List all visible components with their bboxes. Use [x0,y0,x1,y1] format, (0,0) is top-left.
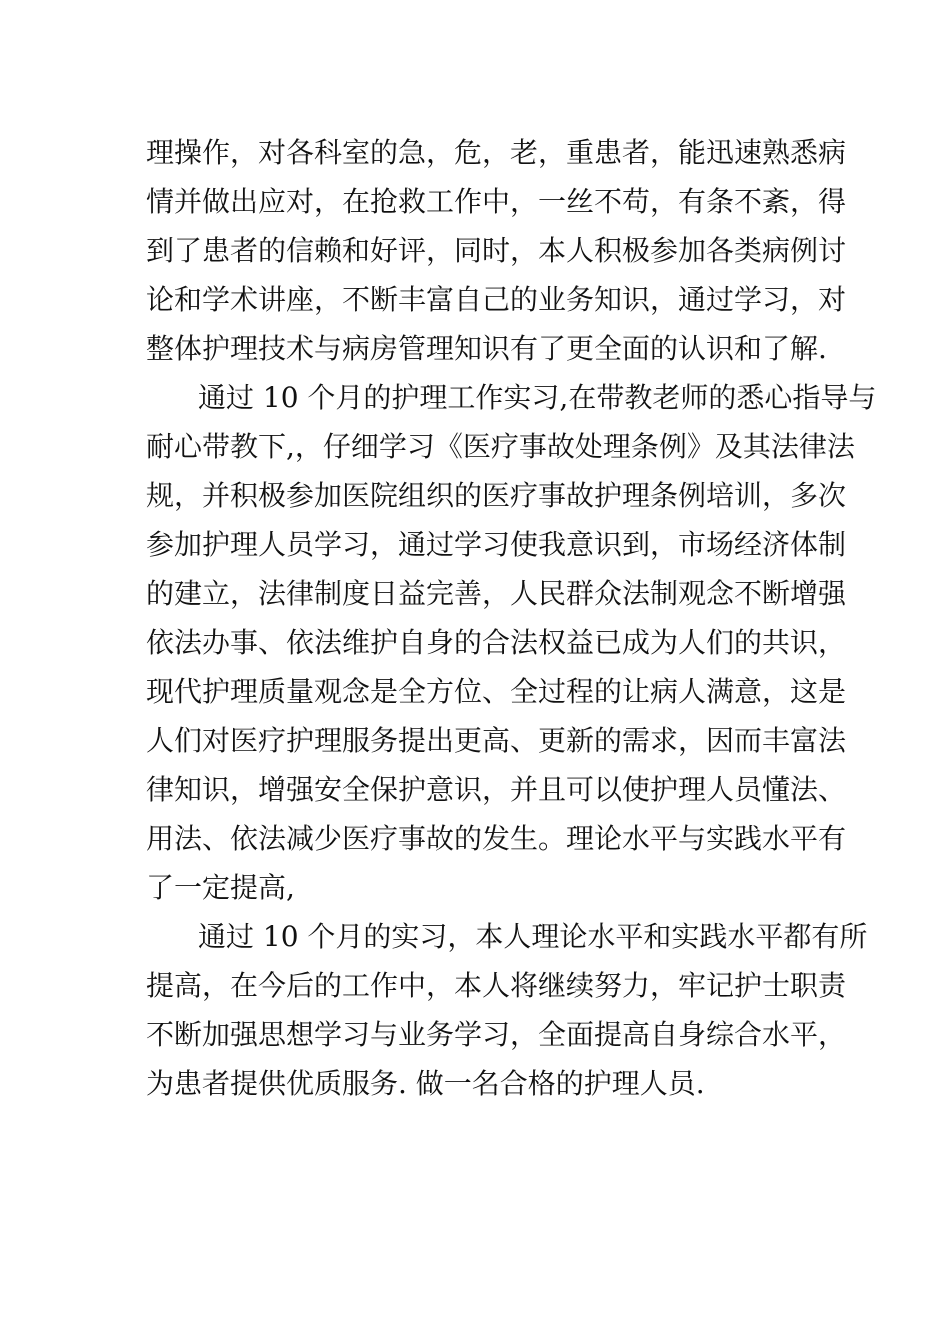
paragraph-1-line-2: 情并做出应对，在抢救工作中，一丝不苟，有条不紊，得 [146,185,847,218]
paragraph-3 [146,912,868,1108]
paragraph-2-line-2: 耐心带教下,，仔细学习《医疗事故处理条例》及其法律法 [146,430,855,463]
document-body [146,128,877,1108]
paragraph-2-line-5: 的建立，法律制度日益完善，人民群众法制观念不断增强 [146,577,847,610]
paragraph-2 [146,373,877,912]
paragraph-2-line-6: 依法办事、依法维护自身的合法权益已成为人们的共识， [146,626,847,659]
paragraph-2-line-7: 现代护理质量观念是全方位、全过程的让病人满意，这是 [146,675,847,708]
paragraph-1-line-4: 论和学术讲座，不断丰富自己的业务知识，通过学习，对 [146,283,847,316]
paragraph-1 [146,128,847,373]
paragraph-2-line-4: 参加护理人员学习，通过学习使我意识到，市场经济体制 [146,528,847,561]
paragraph-3-line-2: 提高，在今后的工作中，本人将继续努力，牢记护士职责 [146,969,847,1002]
paragraph-2-line-9: 律知识，增强安全保护意识，并且可以使护理人员懂法、 [146,773,847,806]
paragraph-3-line-3: 不断加强思想学习与业务学习，全面提高自身综合水平， [146,1018,847,1051]
paragraph-2-line-1: 通过 10 个月的护理工作实习,在带教老师的悉心指导与 [198,381,877,414]
paragraph-2-line-3: 规，并积极参加医院组织的医疗事故护理条例培训，多次 [146,479,847,512]
paragraph-3-line-4: 为患者提供优质服务. 做一名合格的护理人员. [146,1067,705,1100]
paragraph-2-line-8: 人们对医疗护理服务提出更高、更新的需求，因而丰富法 [146,724,847,757]
paragraph-1-line-5: 整体护理技术与病房管理知识有了更全面的认识和了解. [146,332,827,365]
paragraph-1-line-3: 到了患者的信赖和好评，同时，本人积极参加各类病例讨 [146,234,847,267]
paragraph-2-line-11: 了一定提高, [146,871,295,904]
paragraph-3-line-1: 通过 10 个月的实习，本人理论水平和实践水平都有所 [198,920,868,953]
paragraph-1-line-1: 理操作，对各科室的急，危，老，重患者，能迅速熟悉病 [146,136,847,169]
paragraph-2-line-10: 用法、依法减少医疗事故的发生。理论水平与实践水平有 [146,822,847,855]
